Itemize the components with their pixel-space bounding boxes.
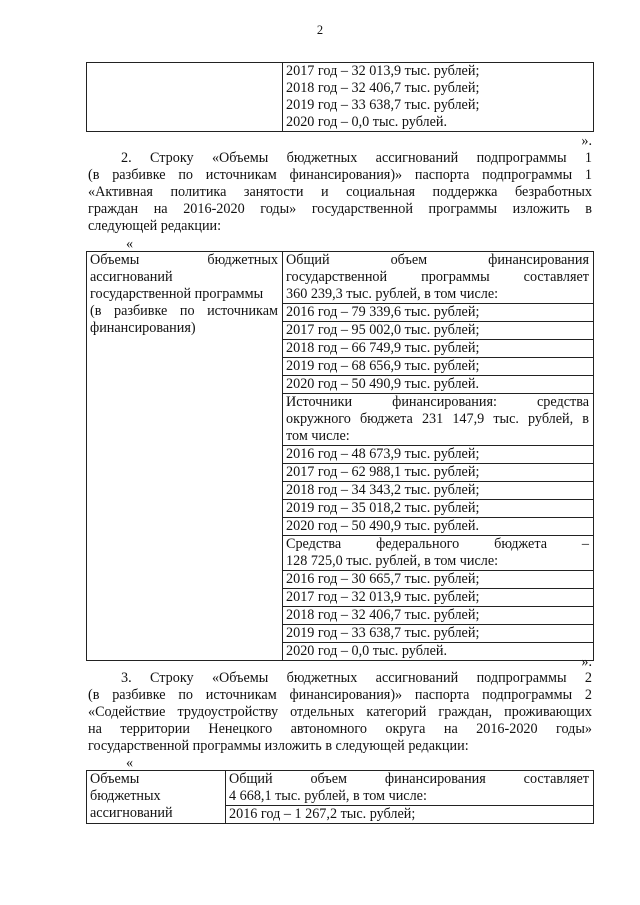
text-line: на территории Ненецкого автономного округа на 2016-2020 годы» [88,721,592,737]
table-subprogram-1 [86,251,594,661]
text-line: 2016 год – 1 267,2 тыс. рублей; [226,805,593,823]
text-line: 2020 год – 50 490,9 тыс. рублей. [283,375,593,393]
page-number: 2 [316,23,324,37]
text-line: 2020 год – 0,0 тыс. рублей. [286,114,448,130]
text-line: (в разбивке по источникам [90,303,278,319]
text-line: 2018 год – 32 406,7 тыс. рублей; [283,606,593,624]
text-line: 2016 год – 48 673,9 тыс. рублей; [283,445,593,463]
text-line: ассигнований [90,805,173,821]
text-line: 2017 год – 32 013,9 тыс. рублей; [286,63,480,79]
text-line: ассигнований [90,269,173,285]
text-line: 2020 год – 0,0 тыс. рублей. [283,642,593,660]
text-line: 360 239,3 тыс. рублей, в том числе: [286,286,499,302]
text-line: государственной программы [90,286,264,302]
table-continuation [86,62,594,132]
text-line: окружного бюджета 231 147,9 тыс. рублей, в [286,411,589,427]
opening-quote: « [126,755,134,771]
table-cell-values [226,771,594,824]
text-line: 2017 год – 62 988,1 тыс. рублей; [283,463,593,481]
text-line: Объемы бюджетных [90,252,278,268]
text-line: 2020 год – 50 490,9 тыс. рублей. [283,517,593,535]
closing-quote: ». [581,133,592,149]
text-line: 2018 год – 34 343,2 тыс. рублей; [283,481,593,499]
text-line: 2019 год – 35 018,2 тыс. рублей; [283,499,593,517]
text-line: бюджетных [90,788,161,804]
table-cell-values [283,63,594,132]
text-line: 2019 год – 33 638,7 тыс. рублей; [283,624,593,642]
text-line: 3. Строку «Объемы бюджетных ассигнований подпрограммы 2 [121,670,592,686]
opening-quote: « [126,236,134,252]
text-line: граждан на 2016-2020 годы» государственной программы изложить в [88,201,592,217]
text-line: 2018 год – 32 406,7 тыс. рублей; [286,80,480,96]
text-line: 4 668,1 тыс. рублей, в том числе: [229,788,427,804]
text-line: Общий объем финансирования [286,252,589,268]
closing-quote: ». [581,654,592,670]
text-line: 2. Строку «Объемы бюджетных ассигнований подпрограммы 1 [121,150,592,166]
table-cell-label [87,252,283,661]
text-line: Средства федерального бюджета – [283,535,593,553]
text-line: 2017 год – 32 013,9 тыс. рублей; [283,588,593,606]
table-cell-empty [87,63,283,132]
text-line: финансирования) [90,320,196,336]
text-line: «Активная политика занятости и социальная поддержка безработных [88,184,592,200]
paragraph-2 [88,150,592,235]
text-line: Общий объем финансирования составляет [229,771,589,787]
text-line: (в разбивке по источникам финансирования)» паспорта подпрограммы 2 [88,687,592,703]
text-line: том числе: [286,428,350,444]
text-line: Источники финансирования: средства [283,393,593,411]
text-line: (в разбивке по источникам финансирования)» паспорта подпрограммы 1 [88,167,592,183]
text-line: 2018 год – 66 749,9 тыс. рублей; [283,339,593,357]
text-line: следующей редакции: [88,218,222,234]
text-line: 2016 год – 30 665,7 тыс. рублей; [283,570,593,588]
table-cell-label [87,771,226,824]
text-line: 2019 год – 68 656,9 тыс. рублей; [283,357,593,375]
text-line: 2019 год – 33 638,7 тыс. рублей; [286,97,480,113]
table-subprogram-2 [86,770,594,824]
text-line: «Содействие трудоустройству отдельных категорий граждан, проживающих [88,704,592,720]
paragraph-3 [88,670,592,755]
table-cell-values [283,252,594,661]
text-line: 2017 год – 95 002,0 тыс. рублей; [283,321,593,339]
text-line: 128 725,0 тыс. рублей, в том числе: [286,553,499,569]
text-line: государственной программы изложить в следующей редакции: [88,738,469,754]
text-line: государственной программы составляет [286,269,589,285]
text-line: 2016 год – 79 339,6 тыс. рублей; [283,303,593,321]
text-line: Объемы [90,771,140,787]
